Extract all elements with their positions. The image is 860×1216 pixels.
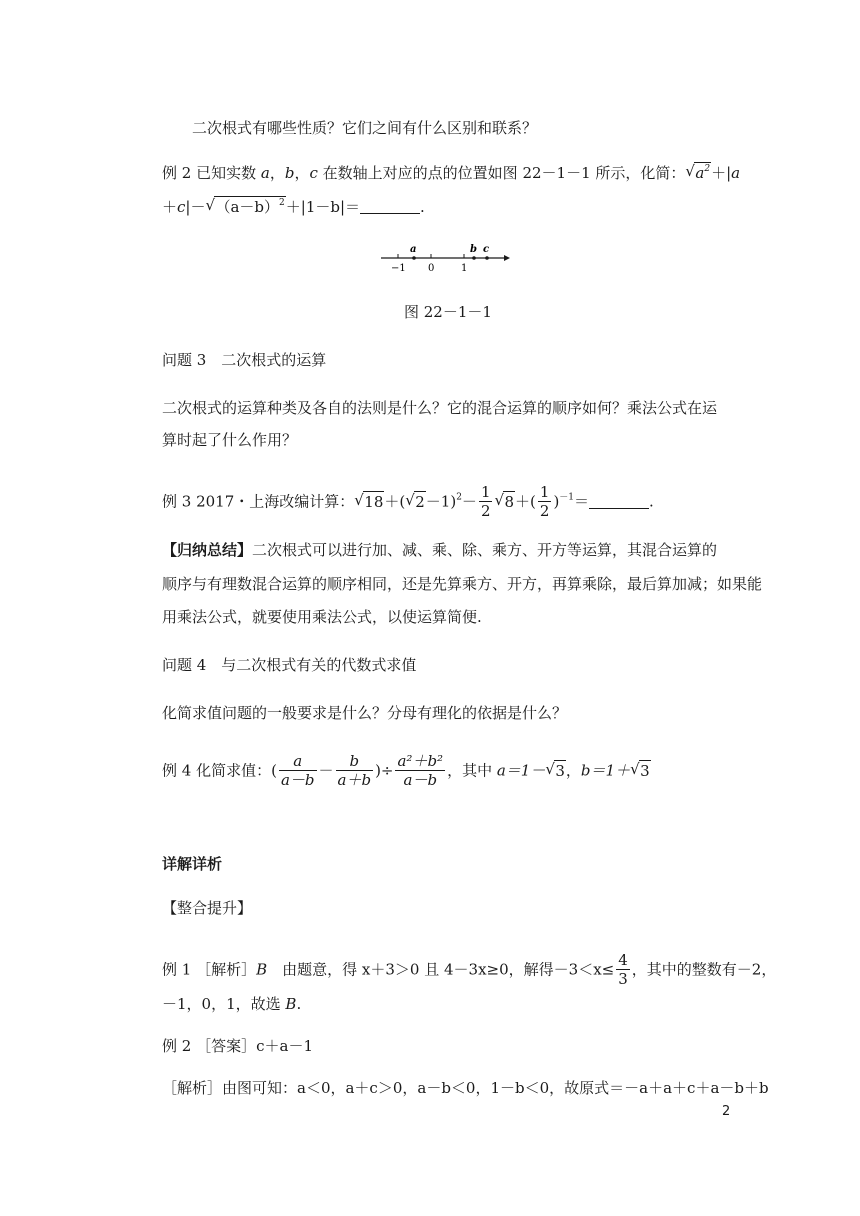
fraction-one-half-2: $\frac{1}{2}$ — [539, 483, 550, 520]
example-3: 例 3 2017・上海改编计算：√ 18＋(√ 2－1)$^2$－ $\frac{1}{2}$ √ 8＋( $\frac{1}{2}$ )$^{-1}$＝ . — [162, 484, 654, 521]
figure-caption: 图 22－1－1 — [404, 303, 492, 321]
sqrt-a-minus-b-squared: √ $(a-b)^2$ — [205, 196, 285, 217]
example-3-label: 例 3 — [162, 492, 192, 511]
problem-4-question: 化简求值问题的一般要求是什么？分母有理化的依据是什么？ — [162, 704, 568, 722]
label-a: a — [410, 244, 417, 255]
summary-line-1: 【归纳总结】二次根式可以进行加、减、乘、除、乘方、开方等运算，其混合运算的 — [162, 541, 718, 559]
number-line-figure — [376, 240, 516, 276]
tick-label-0: 0 — [428, 263, 435, 274]
summary-tag: 【归纳总结】 — [162, 541, 253, 559]
page-number: 2 — [722, 1104, 731, 1119]
number-line-arrow — [504, 255, 510, 261]
label-c: c — [483, 244, 490, 255]
intro-question: 二次根式有哪些性质？它们之间有什么区别和联系？ — [192, 119, 538, 137]
example-4-label: 例 4 — [162, 761, 192, 780]
answer-blank-3 — [589, 494, 649, 509]
point-b — [472, 256, 476, 260]
solution-1-line-2: －1，0，1，故选 B. — [162, 995, 302, 1013]
solutions-title: 详解详析 — [162, 855, 223, 873]
example-4: 例 4 化简求值：( $\frac{a}{a-b}$ － $\frac{b}{a+b}$ )÷ $\frac{\text{a²＋b²}}{a-b}$ ，其中 a＝1－√ 3，b＝1＋√ 3 — [162, 753, 651, 790]
solution-2-label: 例 2 — [162, 1037, 192, 1055]
example-2-line-1: 例 2 已知实数 a，b，c 在数轴上对应的点的位置如图 22－1－1 所示，化简：√ $a^2+|a$ — [162, 162, 740, 183]
problem-3-question-line-1: 二次根式的运算种类及各自的法则是什么？它的混合运算的顺序如何？乘法公式在运 — [162, 399, 718, 417]
solution-1-label: 例 1 — [162, 960, 192, 979]
answer-blank — [360, 199, 420, 214]
fraction-one-half: $\frac{1}{2}$ — [480, 483, 491, 520]
solution-2-answer: 例 2 ［答案］c＋a－1 — [162, 1037, 313, 1055]
summary-line-2: 顺序与有理数混合运算的顺序相同，还是先算乘方、开方，再算乘除，最后算加减；如果能 — [162, 575, 763, 593]
tick-label-minus-1: −1 — [391, 263, 406, 274]
solution-1-line-1: 例 1 ［解析］B 由题意，得 x＋3＞0 且 4－3x≥0，解得－3＜x≤ $\frac{4}{3}$ ，其中的整数有－2， — [162, 951, 777, 988]
problem-3-question-line-2: 算时起了什么作用？ — [162, 431, 298, 449]
example-2-label: 例 2 — [162, 164, 192, 182]
tick-label-1: 1 — [461, 263, 468, 274]
example-2-line-2: ＋c|－√ $(a-b)^2+|1-b|=$ . — [162, 196, 425, 217]
summary-line-3: 用乘法公式，就要使用乘法公式，以使运算简便. — [162, 608, 482, 626]
point-a — [412, 256, 416, 260]
point-c — [485, 256, 489, 260]
problem-3-title: 问题 3 二次根式的运算 — [162, 351, 327, 369]
label-b: b — [470, 244, 477, 255]
problem-4-title: 问题 4 与二次根式有关的代数式求值 — [162, 656, 417, 674]
sqrt-a-squared: √ $a^2$ — [685, 162, 711, 183]
integration-title: 【整合提升】 — [162, 899, 253, 917]
solution-2-analysis: ［解析］由图可知：a＜0，a＋c＞0，a－b＜0，1－b＜0，故原式＝－a＋a＋c＋a－b＋b — [162, 1079, 769, 1097]
